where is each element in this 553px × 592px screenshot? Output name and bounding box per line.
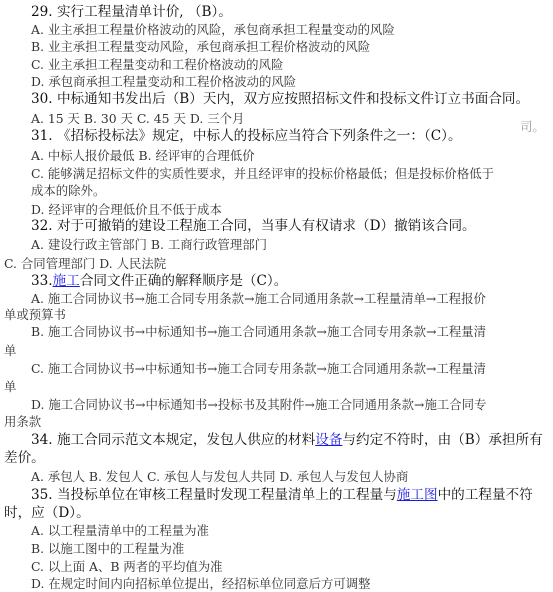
option-35c: C. 以上面 A、B 两者的平均值为准 [31,559,223,574]
link-shebei[interactable]: 设备 [315,432,343,448]
option-34: A. 承包人 B. 发包人 C. 承包人与发包人共同 D. 承包人与发包人协商 [31,469,409,484]
option-35a: A. 以工程量清单中的工程量为准 [31,523,209,538]
ghost-text: 司。 [520,119,545,134]
link-shigongtu[interactable]: 施工图 [396,487,438,503]
option-35b: B. 以施工图中的工程量为准 [31,541,185,556]
option-32ab: A. 建设行政主管部门 B. 工商行政管理部门 [31,237,267,252]
option-31d: D. 经评审的合理低价且不低于成本 [31,202,222,217]
option-33b-cont: 单 [4,343,17,358]
option-33c: C. 施工合同协议书→中标通知书→施工合同专用条款→施工合同通用条款→工程量清 [31,361,486,376]
link-shigong[interactable]: 施工 [52,273,80,289]
question-32: 32. 对于可撤销的建设工程施工合同，当事人有权请求（D）撤销该合同。 [31,218,476,234]
option-32cd: C. 合同管理部门 D. 人民法院 [4,256,167,271]
option-31ab: A. 中标人报价最低 B. 经评审的合理低价 [31,148,255,163]
option-31c: C. 能够满足招标文件的实质性要求，并且经评审的投标价格最低；但是投标价格低于 [31,166,494,181]
option-33d: D. 施工合同协议书→中标通知书→投标书及其附件→施工合同通用条款→施工合同专 [31,397,487,412]
question-35 [31,487,533,504]
question-33-text: 合同文件正确的解释顺序是（C）。 [79,273,288,289]
question-33 [31,273,287,290]
option-33b: B. 施工合同协议书→中标通知书→施工合同通用条款→施工合同专用条款→工程量清 [31,324,487,339]
option-29b: B. 业主承担工程量变动风险，承包商承担工程价格波动的风险 [31,39,371,54]
question-34 [31,432,543,449]
question-35-text-end: 中的工程量不符 [437,487,533,503]
option-31c-cont: 成本的除外。 [31,183,106,198]
option-29a: A. 业主承担工程量价格波动的风险，承包商承担工程量变动的风险 [31,22,395,37]
option-29c: C. 业主承担工程量变动和工程价格波动的风险 [31,57,284,72]
option-33a: A. 施工合同协议书→施工合同专用条款→施工合同通用条款→工程量清单→工程报价 [31,291,486,306]
question-29: 29. 实行工程量清单计价, （B）。 [31,4,232,20]
question-34-text-end: 与约定不符时，由（B）承担所有 [342,432,543,448]
option-35d: D. 在规定时间内向招标单位提出，经招标单位同意后方可调整 [31,576,371,591]
question-34-cont: 差价。 [4,450,45,466]
option-29d: D. 承包商承担工程量变动和工程价格波动的风险 [31,74,297,89]
question-31: 31. 《招标投标法》规定，中标人的投标应当符合下列条件之一：（C）。 [31,128,462,144]
question-35-text: 35. 当投标单位在审核工程量时发现工程量清单上的工程量与 [31,487,397,503]
option-33c-cont: 单 [4,379,17,394]
option-33d-cont: 用条款 [4,414,42,429]
question-34-text: 34. 施工合同示范文本规定，发包人供应的材料 [31,432,316,448]
question-30: 30. 中标通知书发出后（B）天内，双方应按照招标文件和投标文件订立书面合同。 [31,91,530,107]
option-33a-cont: 单或预算书 [4,307,66,322]
option-30: A. 15 天 B. 30 天 C. 45 天 D. 三个月 [31,111,245,126]
question-35-cont: 时，应（D）。 [4,505,90,521]
question-33-number: 33. [31,273,53,289]
